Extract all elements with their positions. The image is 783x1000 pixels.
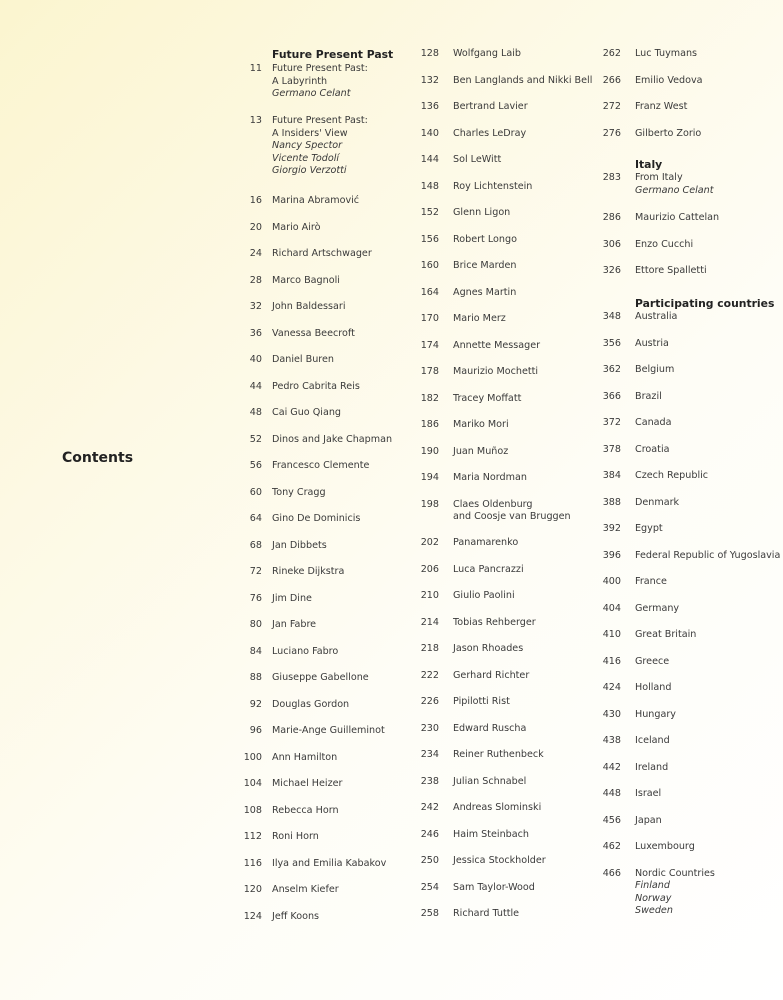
- entry-title: [272, 354, 334, 367]
- entry-title-line: France: [635, 576, 667, 587]
- entry-title: [453, 128, 526, 141]
- page-number: 258: [420, 908, 439, 919]
- entry-title: [453, 366, 538, 379]
- entry-title-line: Francesco Clemente: [272, 460, 370, 471]
- page-number: 68: [249, 539, 262, 551]
- entry-title-line: Holland: [635, 682, 672, 693]
- page-number: 194: [420, 472, 439, 483]
- entry-title: [635, 48, 697, 61]
- page-number: 442: [602, 761, 621, 773]
- page-number: 424: [602, 682, 621, 693]
- entry-title: [272, 540, 327, 553]
- page-number: 76: [249, 592, 262, 604]
- page-number: 400: [602, 576, 621, 587]
- entry-title: [453, 590, 515, 603]
- entry-title-line: Brice Marden: [453, 260, 517, 271]
- page-number: 456: [602, 814, 621, 826]
- page-number: 140: [420, 127, 439, 139]
- entry-title: [453, 48, 521, 61]
- entry-title: [272, 275, 340, 288]
- entry-title: [453, 617, 536, 630]
- entry-title-line: Pedro Cabrita Reis: [272, 380, 360, 392]
- entry-title: [635, 311, 677, 324]
- page-number: 226: [420, 696, 439, 707]
- page-number: 32: [249, 301, 262, 312]
- entry-title: [453, 393, 521, 406]
- entry-title-line: Czech Republic: [635, 470, 709, 481]
- entry-author: Sweden: [635, 905, 673, 917]
- entry-title: [453, 287, 516, 300]
- page-number: 404: [602, 602, 621, 614]
- entry-title-line: Wolfgang Laib: [453, 48, 522, 59]
- entry-title-line: Gino De Dominicis: [272, 513, 361, 524]
- entry-title-line: Maurizio Cattelan: [635, 212, 720, 223]
- entry-title: [272, 805, 339, 818]
- entry-title: [635, 629, 696, 642]
- entry-title-line: Sol LeWitt: [453, 154, 502, 165]
- entry-title-line: Jan Fabre: [272, 619, 317, 630]
- page-number: 396: [602, 549, 621, 561]
- entry-title: [453, 234, 517, 247]
- entry-title: [272, 672, 369, 685]
- entry-author: Germano Celant: [635, 184, 714, 196]
- entry-title-line: Mario Airò: [272, 221, 321, 233]
- page-number: 202: [420, 537, 439, 548]
- entry-title: [272, 381, 360, 394]
- entry-title-line: Annette Messager: [453, 339, 541, 351]
- entry-title: [453, 75, 592, 88]
- entry-title: [453, 340, 540, 353]
- entry-author: Vicente Todolí: [272, 152, 340, 164]
- entry-title: [272, 195, 359, 208]
- entry-title: [635, 128, 701, 141]
- entry-title: [635, 75, 703, 88]
- page-number: 388: [602, 496, 621, 508]
- page-number: 238: [420, 775, 439, 787]
- page-number: 11: [249, 63, 262, 74]
- page-number: 24: [249, 248, 262, 259]
- page-number: 234: [420, 749, 439, 760]
- page-number: 148: [420, 180, 439, 192]
- page-number: 466: [602, 867, 621, 879]
- entry-title: [453, 908, 519, 921]
- page-number: 230: [420, 722, 439, 734]
- page-number: 112: [243, 831, 262, 842]
- entry-title-line: Greece: [635, 655, 670, 667]
- entry-title-line: Dinos and Jake Chapman: [272, 433, 393, 445]
- page-number: 40: [249, 354, 262, 365]
- entry-author: Giorgio Verzotti: [272, 165, 347, 177]
- entry-title-line: Future Present Past:: [272, 115, 368, 126]
- entry-title: [635, 788, 661, 801]
- entry-title: [453, 446, 508, 459]
- page-number: 104: [243, 778, 262, 789]
- entry-title: [635, 497, 679, 510]
- entry-title: [453, 696, 510, 709]
- page-number: 462: [602, 841, 621, 852]
- entry-title-line: Edward Ruscha: [453, 722, 527, 734]
- entry-title: [635, 656, 669, 669]
- entry-author: Germano Celant: [272, 88, 351, 100]
- entry-author: Norway: [635, 892, 672, 904]
- entry-title-line: Tobias Rehberger: [453, 616, 536, 628]
- page-number: 156: [420, 233, 439, 245]
- entry-title: [635, 868, 715, 918]
- entry-title-line: Federal Republic of Yugoslavia: [635, 549, 781, 561]
- entry-title: [272, 884, 339, 897]
- entry-title-line: Great Britain: [635, 629, 697, 640]
- entry-title-line: Austria: [635, 337, 669, 349]
- page-number: 174: [420, 339, 439, 351]
- page-number: 64: [249, 513, 262, 524]
- page-number: 128: [420, 48, 439, 59]
- page-number: 120: [243, 884, 262, 895]
- entry-title: [453, 564, 524, 577]
- entry-title: [635, 470, 708, 483]
- entry-title-line: Future Present Past:: [272, 63, 368, 74]
- entry-title: [272, 858, 386, 871]
- entry-title-line: Gilberto Zorio: [635, 127, 702, 139]
- entry-title: [453, 154, 501, 167]
- entry-title-line: Agnes Martin: [453, 286, 517, 298]
- entry-title-line: Vanessa Beecroft: [272, 327, 355, 339]
- page-number: 430: [602, 708, 621, 720]
- entry-title: [635, 338, 669, 351]
- entry-title-line: Luxembourg: [635, 841, 695, 852]
- entry-title-line: and Coosje van Bruggen: [453, 511, 571, 523]
- page-number: 60: [249, 486, 262, 498]
- page-number: 20: [249, 221, 262, 233]
- entry-title-line: Marco Bagnoli: [272, 274, 340, 286]
- entry-title-line: Tracey Moffatt: [453, 392, 522, 404]
- entry-title: [272, 593, 312, 606]
- page-number: 276: [602, 127, 621, 139]
- entry-title: [272, 619, 316, 632]
- page-number: 326: [602, 265, 621, 276]
- entry-title-line: Marie-Ange Guilleminot: [272, 725, 385, 736]
- entry-title: [272, 222, 321, 235]
- entry-title-line: Glenn Ligon: [453, 207, 511, 218]
- entry-title: [272, 115, 368, 178]
- page-number: 266: [602, 74, 621, 86]
- entry-title: [635, 364, 674, 377]
- entry-title-line: Michael Heizer: [272, 778, 343, 789]
- page-number: 222: [420, 669, 439, 681]
- entry-title: [453, 802, 541, 815]
- entry-title-line: Haim Steinbach: [453, 828, 529, 840]
- section-title-future-present-past: Future Present Past: [272, 48, 394, 61]
- entry-title: [272, 831, 319, 844]
- page-number: 96: [249, 725, 262, 736]
- section-title-participating-countries: Participating countries: [635, 297, 775, 310]
- page-number: 438: [602, 735, 621, 746]
- entry-title-line: Luc Tuymans: [635, 48, 698, 59]
- entry-title-line: Jim Dine: [272, 592, 312, 604]
- entry-title-line: Panamarenko: [453, 537, 519, 548]
- entry-title: [272, 752, 337, 765]
- page-number: 84: [249, 645, 262, 657]
- page-number: 190: [420, 445, 439, 457]
- entry-title: [272, 328, 355, 341]
- entry-title: [635, 212, 719, 225]
- page-number: 44: [249, 380, 262, 392]
- page-number: 116: [243, 857, 262, 869]
- page-number: 56: [249, 460, 262, 471]
- entry-title: [453, 829, 529, 842]
- section-title-italy: Italy: [635, 158, 663, 171]
- entry-title-line: Luca Pancrazzi: [453, 563, 524, 575]
- page-number: 384: [602, 470, 621, 481]
- entry-title-line: Franz West: [635, 101, 688, 112]
- entry-title-line: Maria Nordman: [453, 472, 527, 483]
- page-number: 136: [420, 101, 439, 112]
- page-number: 36: [249, 327, 262, 339]
- entry-title-line: Richard Artschwager: [272, 248, 372, 259]
- entry-title-line: Iceland: [635, 735, 670, 746]
- entry-title-line: Mario Merz: [453, 313, 506, 324]
- entry-title-line: Rineke Dijkstra: [272, 566, 345, 577]
- page-number: 362: [602, 364, 621, 375]
- entry-title-line: Croatia: [635, 443, 670, 455]
- entry-title: [635, 101, 687, 114]
- page-number: 250: [420, 855, 439, 866]
- entry-title-line: Roni Horn: [272, 831, 319, 842]
- entry-title: [272, 513, 360, 526]
- entry-title: [635, 682, 671, 695]
- page-number: 28: [249, 274, 262, 286]
- entry-title: [635, 576, 667, 589]
- entry-title-line: Germany: [635, 602, 680, 614]
- entry-title-line: Japan: [635, 814, 662, 826]
- entry-title: [272, 699, 349, 712]
- entry-title-line: Canada: [635, 417, 672, 428]
- entry-title-line: Ann Hamilton: [272, 751, 338, 763]
- entry-title: [635, 239, 693, 252]
- entry-title-line: Gerhard Richter: [453, 669, 530, 681]
- page-number: 366: [602, 390, 621, 402]
- entry-title: [453, 207, 510, 220]
- entry-title: [272, 63, 368, 101]
- entry-title: [272, 301, 346, 314]
- entry-title: [272, 778, 342, 791]
- entry-title-line: Nordic Countries: [635, 867, 715, 879]
- entry-title: [635, 815, 662, 828]
- entry-title-line: Mariko Mori: [453, 419, 509, 430]
- entry-title: [635, 523, 663, 536]
- entry-title: [272, 646, 338, 659]
- page-number: 306: [602, 238, 621, 250]
- entry-title-line: Tony Cragg: [272, 486, 326, 498]
- page-number: 356: [602, 337, 621, 349]
- page-number: 214: [420, 616, 439, 628]
- page-number: 108: [243, 804, 262, 816]
- entry-title: [635, 391, 662, 404]
- entry-title-line: Jeff Koons: [272, 910, 320, 922]
- entry-title-line: Marina Abramović: [272, 195, 360, 206]
- entry-title-line: Roy Lichtenstein: [453, 180, 533, 192]
- entry-title: [635, 762, 668, 775]
- entry-title-line: A Labyrinth: [272, 75, 328, 87]
- entry-title: [272, 725, 385, 738]
- page-number: 246: [420, 828, 439, 840]
- entry-title-line: Rebecca Horn: [272, 804, 339, 816]
- entry-title: [453, 723, 526, 736]
- page-number: 348: [602, 311, 621, 322]
- page-number: 378: [602, 443, 621, 455]
- page-number: 392: [602, 523, 621, 534]
- page-number: 410: [602, 629, 621, 640]
- entry-title: [453, 472, 527, 485]
- entry-title: [272, 487, 326, 500]
- page-number: 448: [602, 788, 621, 799]
- entry-title: [272, 911, 319, 924]
- entry-title-line: Bertrand Lavier: [453, 101, 528, 112]
- entry-title-line: Juan Muñoz: [453, 445, 509, 457]
- page-number: 48: [249, 407, 262, 418]
- page-number: 13: [249, 115, 262, 126]
- entry-title: [453, 776, 526, 789]
- page-number: 286: [602, 212, 621, 223]
- entry-title-line: Charles LeDray: [453, 127, 527, 139]
- entry-title-line: Australia: [635, 311, 678, 322]
- page-number: 160: [420, 260, 439, 271]
- entry-title-line: Giulio Paolini: [453, 590, 515, 601]
- page-number: 80: [249, 619, 262, 630]
- entry-title-line: Douglas Gordon: [272, 698, 350, 710]
- entry-title-line: Ettore Spalletti: [635, 265, 707, 276]
- page-number: 144: [420, 154, 439, 165]
- entry-title-line: From Italy: [635, 172, 683, 183]
- entry-title: [272, 566, 344, 579]
- page-number: 164: [420, 286, 439, 298]
- page-number: 416: [602, 655, 621, 667]
- page-number: 16: [249, 195, 262, 206]
- page-number: 178: [420, 366, 439, 377]
- entry-title-line: Hungary: [635, 708, 676, 720]
- page-number: 198: [420, 498, 439, 510]
- page-number: 100: [243, 751, 262, 763]
- entry-title-line: Anselm Kiefer: [272, 884, 339, 895]
- entry-title-line: Claes Oldenburg: [453, 498, 533, 510]
- entry-title: [635, 603, 679, 616]
- page-number: 186: [420, 419, 439, 430]
- entry-title: [453, 670, 529, 683]
- page-number: 152: [420, 207, 439, 218]
- entry-title: [453, 749, 544, 762]
- entry-title: [453, 882, 535, 895]
- entry-title: [635, 444, 670, 457]
- entry-title-line: Andreas Slominski: [453, 802, 542, 813]
- page-number: 283: [602, 172, 621, 183]
- entry-author: Nancy Spector: [272, 140, 343, 152]
- entry-title-line: Reiner Ruthenbeck: [453, 749, 544, 760]
- entry-title-line: Jason Rhoades: [453, 643, 524, 654]
- entry-title-line: Richard Tuttle: [453, 908, 520, 919]
- entry-title-line: Belgium: [635, 364, 675, 375]
- entry-title: [453, 643, 523, 656]
- page-number: 88: [249, 672, 262, 683]
- entry-title: [635, 417, 672, 430]
- entry-title-line: Emilio Vedova: [635, 74, 703, 86]
- entry-title: [272, 434, 392, 447]
- page-number: 52: [249, 433, 262, 445]
- entry-title-line: John Baldessari: [272, 301, 346, 312]
- page-number: 262: [602, 48, 621, 59]
- entry-title-line: Robert Longo: [453, 233, 517, 245]
- entry-title-line: Jessica Stockholder: [453, 855, 546, 866]
- entry-title-line: Daniel Buren: [272, 354, 335, 365]
- page-number: 170: [420, 313, 439, 324]
- entry-title: [272, 460, 369, 473]
- page-number: 218: [420, 643, 439, 654]
- page-number: 72: [249, 566, 262, 577]
- page-number: 182: [420, 392, 439, 404]
- entry-title-line: Denmark: [635, 496, 680, 508]
- entry-title: [453, 419, 509, 432]
- entry-title-line: Brazil: [635, 390, 662, 402]
- entry-title: [453, 260, 516, 273]
- page-number: 210: [420, 590, 439, 601]
- entry-title: [453, 499, 571, 524]
- entry-title-line: Maurizio Mochetti: [453, 366, 539, 377]
- page-number: 372: [602, 417, 621, 428]
- page-number: 124: [243, 910, 262, 922]
- entry-title: [635, 841, 695, 854]
- entry-title: [635, 172, 714, 197]
- entry-title: [453, 855, 546, 868]
- entry-title: [453, 181, 532, 194]
- entry-title: [272, 248, 372, 261]
- entry-title-line: Pipilotti Rist: [453, 696, 510, 707]
- entry-title: [635, 550, 780, 563]
- page-title: Contents: [62, 450, 134, 466]
- page-number: 92: [249, 698, 262, 710]
- entry-title: [635, 265, 707, 278]
- entry-title-line: A Insiders' View: [272, 127, 348, 139]
- entry-title-line: Ireland: [635, 761, 669, 773]
- page-number: 242: [420, 802, 439, 813]
- entry-title-line: Giuseppe Gabellone: [272, 672, 369, 683]
- page-number: 132: [420, 74, 439, 86]
- entry-author: Finland: [635, 880, 670, 892]
- page-number: 272: [602, 101, 621, 112]
- entry-title-line: Enzo Cucchi: [635, 238, 694, 250]
- entry-title-line: Ilya and Emilia Kabakov: [272, 857, 387, 869]
- page-number: 206: [420, 563, 439, 575]
- entry-title: [635, 735, 670, 748]
- entry-title-line: Egypt: [635, 523, 663, 534]
- entry-title-line: Ben Langlands and Nikki Bell: [453, 74, 593, 86]
- entry-title-line: Jan Dibbets: [272, 539, 327, 551]
- entry-title: [453, 537, 518, 550]
- entry-title: [453, 313, 506, 326]
- page-number: 254: [420, 881, 439, 893]
- entry-title-line: Julian Schnabel: [453, 775, 527, 787]
- entry-title: [453, 101, 528, 114]
- entry-title-line: Israel: [635, 788, 662, 799]
- entry-title: [272, 407, 341, 420]
- entry-title: [635, 709, 676, 722]
- entry-title-line: Luciano Fabro: [272, 645, 339, 657]
- entry-title-line: Sam Taylor-Wood: [453, 881, 535, 893]
- entry-title-line: Cai Guo Qiang: [272, 407, 341, 418]
